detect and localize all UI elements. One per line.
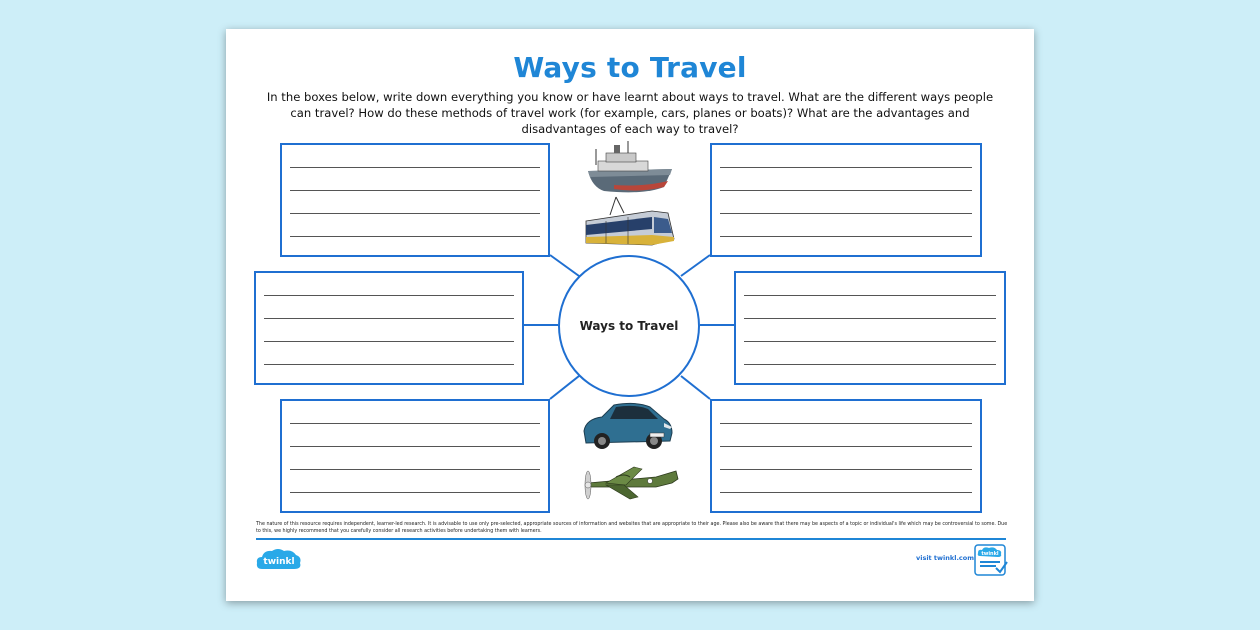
writing-box-top-left[interactable] xyxy=(280,143,550,257)
writing-box-top-right[interactable] xyxy=(710,143,982,257)
badge-logo-text: twinkl xyxy=(981,551,999,557)
visit-website-link[interactable]: visit twinkl.com xyxy=(916,554,975,562)
car-picture xyxy=(580,397,676,453)
worksheet-page xyxy=(226,29,1034,601)
footer-divider xyxy=(256,538,1006,540)
instructions-text: In the boxes below, write down everything you know or have learnt about ways to travel. What are the different ways people can travel? How do these methods of travel work (for example, cars, planes or boats)? What are the advantages and disadvantages of each way to travel? xyxy=(266,90,994,136)
plane-picture xyxy=(576,461,682,505)
tram-picture xyxy=(582,195,678,251)
twinkl-logo-text: twinkl xyxy=(263,557,295,567)
writing-box-middle-left[interactable] xyxy=(254,271,524,385)
worksheet-title: Ways to Travel xyxy=(513,51,747,84)
writing-box-middle-right[interactable] xyxy=(734,271,1006,385)
quality-approved-badge xyxy=(974,544,1008,576)
twinkl-logo xyxy=(256,547,302,571)
central-topic-label: Ways to Travel xyxy=(579,319,679,333)
writing-box-bottom-left[interactable] xyxy=(280,399,550,513)
writing-box-bottom-right[interactable] xyxy=(710,399,982,513)
central-topic-circle xyxy=(558,255,700,397)
ship-picture xyxy=(584,139,676,195)
research-disclaimer: The nature of this resource requires independent, learner-led research. It is advisable to use only pre-selected, appropriate sources of information and websites that are appropriate to their age. Please also be aware that there may be aspects of a topic or individual's life which may be controversial to some. Due to this, we highly recommend that you carefully consider all research activities before undertaking them with learners. xyxy=(256,522,1008,534)
